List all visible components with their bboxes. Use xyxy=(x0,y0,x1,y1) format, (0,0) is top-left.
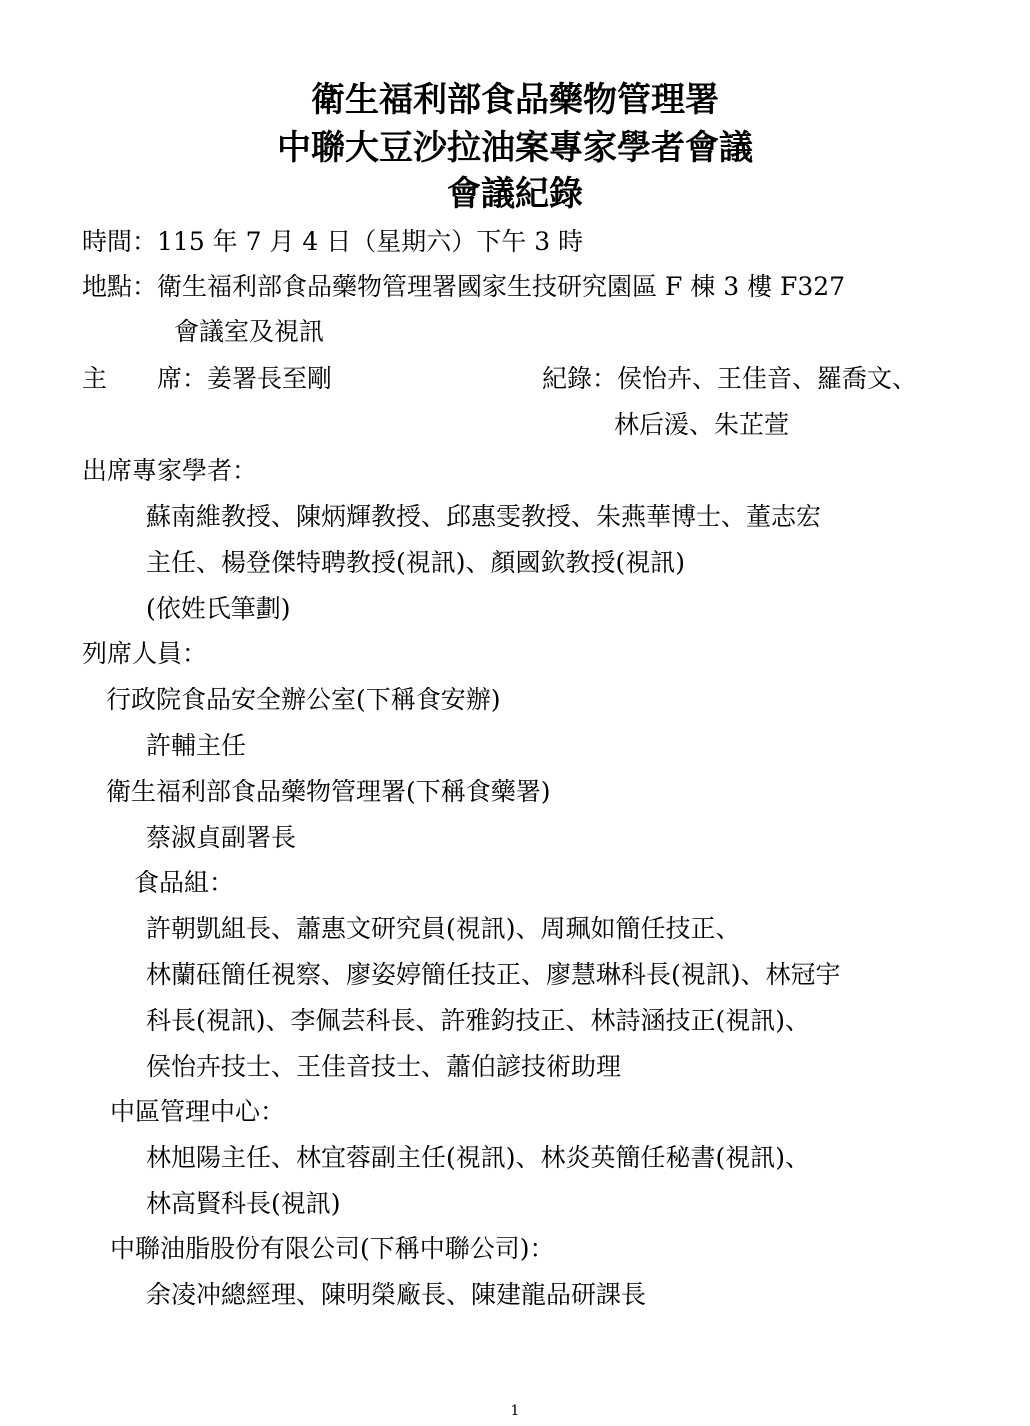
page-number: 1 xyxy=(510,1403,520,1419)
ffsoc-people: 許輔主任 xyxy=(146,731,247,760)
venue-label: 地點： xyxy=(82,272,158,301)
recorder-label: 紀錄： xyxy=(542,364,618,393)
recorder-continuation: 林后湲、朱芷萱 xyxy=(614,410,790,439)
meeting-chair xyxy=(82,363,332,395)
experts-line: 主任、楊登傑特聘教授(視訊)、顏國欽教授(視訊) xyxy=(146,548,686,577)
food-division-line: 侯怡卉技士、王佳音技士、蕭伯諺技術助理 xyxy=(146,1052,622,1081)
chair-label: 主 席： xyxy=(82,364,208,393)
central-center-line: 林旭陽主任、林宜蓉副主任(視訊)、林炎英簡任秘書(視訊)、 xyxy=(146,1143,811,1172)
meeting-title: 中聯大豆沙拉油案專家學者會議 xyxy=(277,128,753,168)
meeting-venue xyxy=(82,271,845,303)
central-center-heading: 中區管理中心： xyxy=(110,1097,286,1126)
experts-heading: 出席專家學者： xyxy=(82,456,258,485)
experts-line: 蘇南維教授、陳炳輝教授、邱惠雯教授、朱燕華博士、董志宏 xyxy=(146,502,822,531)
chair-value: 姜署長至剛 xyxy=(207,364,333,393)
venue-continuation: 會議室及視訊 xyxy=(174,317,325,346)
venue-value: 衛生福利部食品藥物管理署國家生技研究園區 F 棟 3 樓 F327 xyxy=(157,272,846,301)
attendees-heading: 列席人員： xyxy=(82,639,208,668)
time-label: 時間： xyxy=(82,227,158,256)
meeting-recorder xyxy=(542,363,917,395)
experts-note: (依姓氏筆劃) xyxy=(146,594,291,623)
agency-title: 衛生福利部食品藥物管理署 xyxy=(311,80,719,120)
food-division-heading: 食品組： xyxy=(134,868,235,897)
company-people: 余凌冲總經理、陳明榮廠長、陳建龍品研課長 xyxy=(146,1280,647,1309)
ffsoc-organization: 行政院食品安全辦公室(下稱食安辦) xyxy=(106,685,501,714)
meeting-time xyxy=(82,226,583,258)
company-heading: 中聯油脂股份有限公司(下稱中聯公司)： xyxy=(110,1234,555,1263)
food-division-line: 科長(視訊)、李佩芸科長、許雅鈞技正、林詩涵技正(視訊)、 xyxy=(146,1006,811,1035)
fda-organization: 衛生福利部食品藥物管理署(下稱食藥署) xyxy=(106,777,551,806)
document-type-title: 會議紀錄 xyxy=(447,174,583,214)
fda-people: 蔡淑貞副署長 xyxy=(146,823,297,852)
central-center-line: 林高賢科長(視訊) xyxy=(146,1189,341,1218)
food-division-line: 許朝凱組長、蕭惠文研究員(視訊)、周珮如簡任技正、 xyxy=(146,914,741,943)
recorder-value: 侯怡卉、王佳音、羅喬文、 xyxy=(617,364,918,393)
time-value: 115 年 7 月 4 日（星期六）下午 3 時 xyxy=(157,227,584,256)
food-division-line: 林蘭砡簡任視察、廖姿婷簡任技正、廖慧琳科長(視訊)、林冠宇 xyxy=(146,960,841,989)
